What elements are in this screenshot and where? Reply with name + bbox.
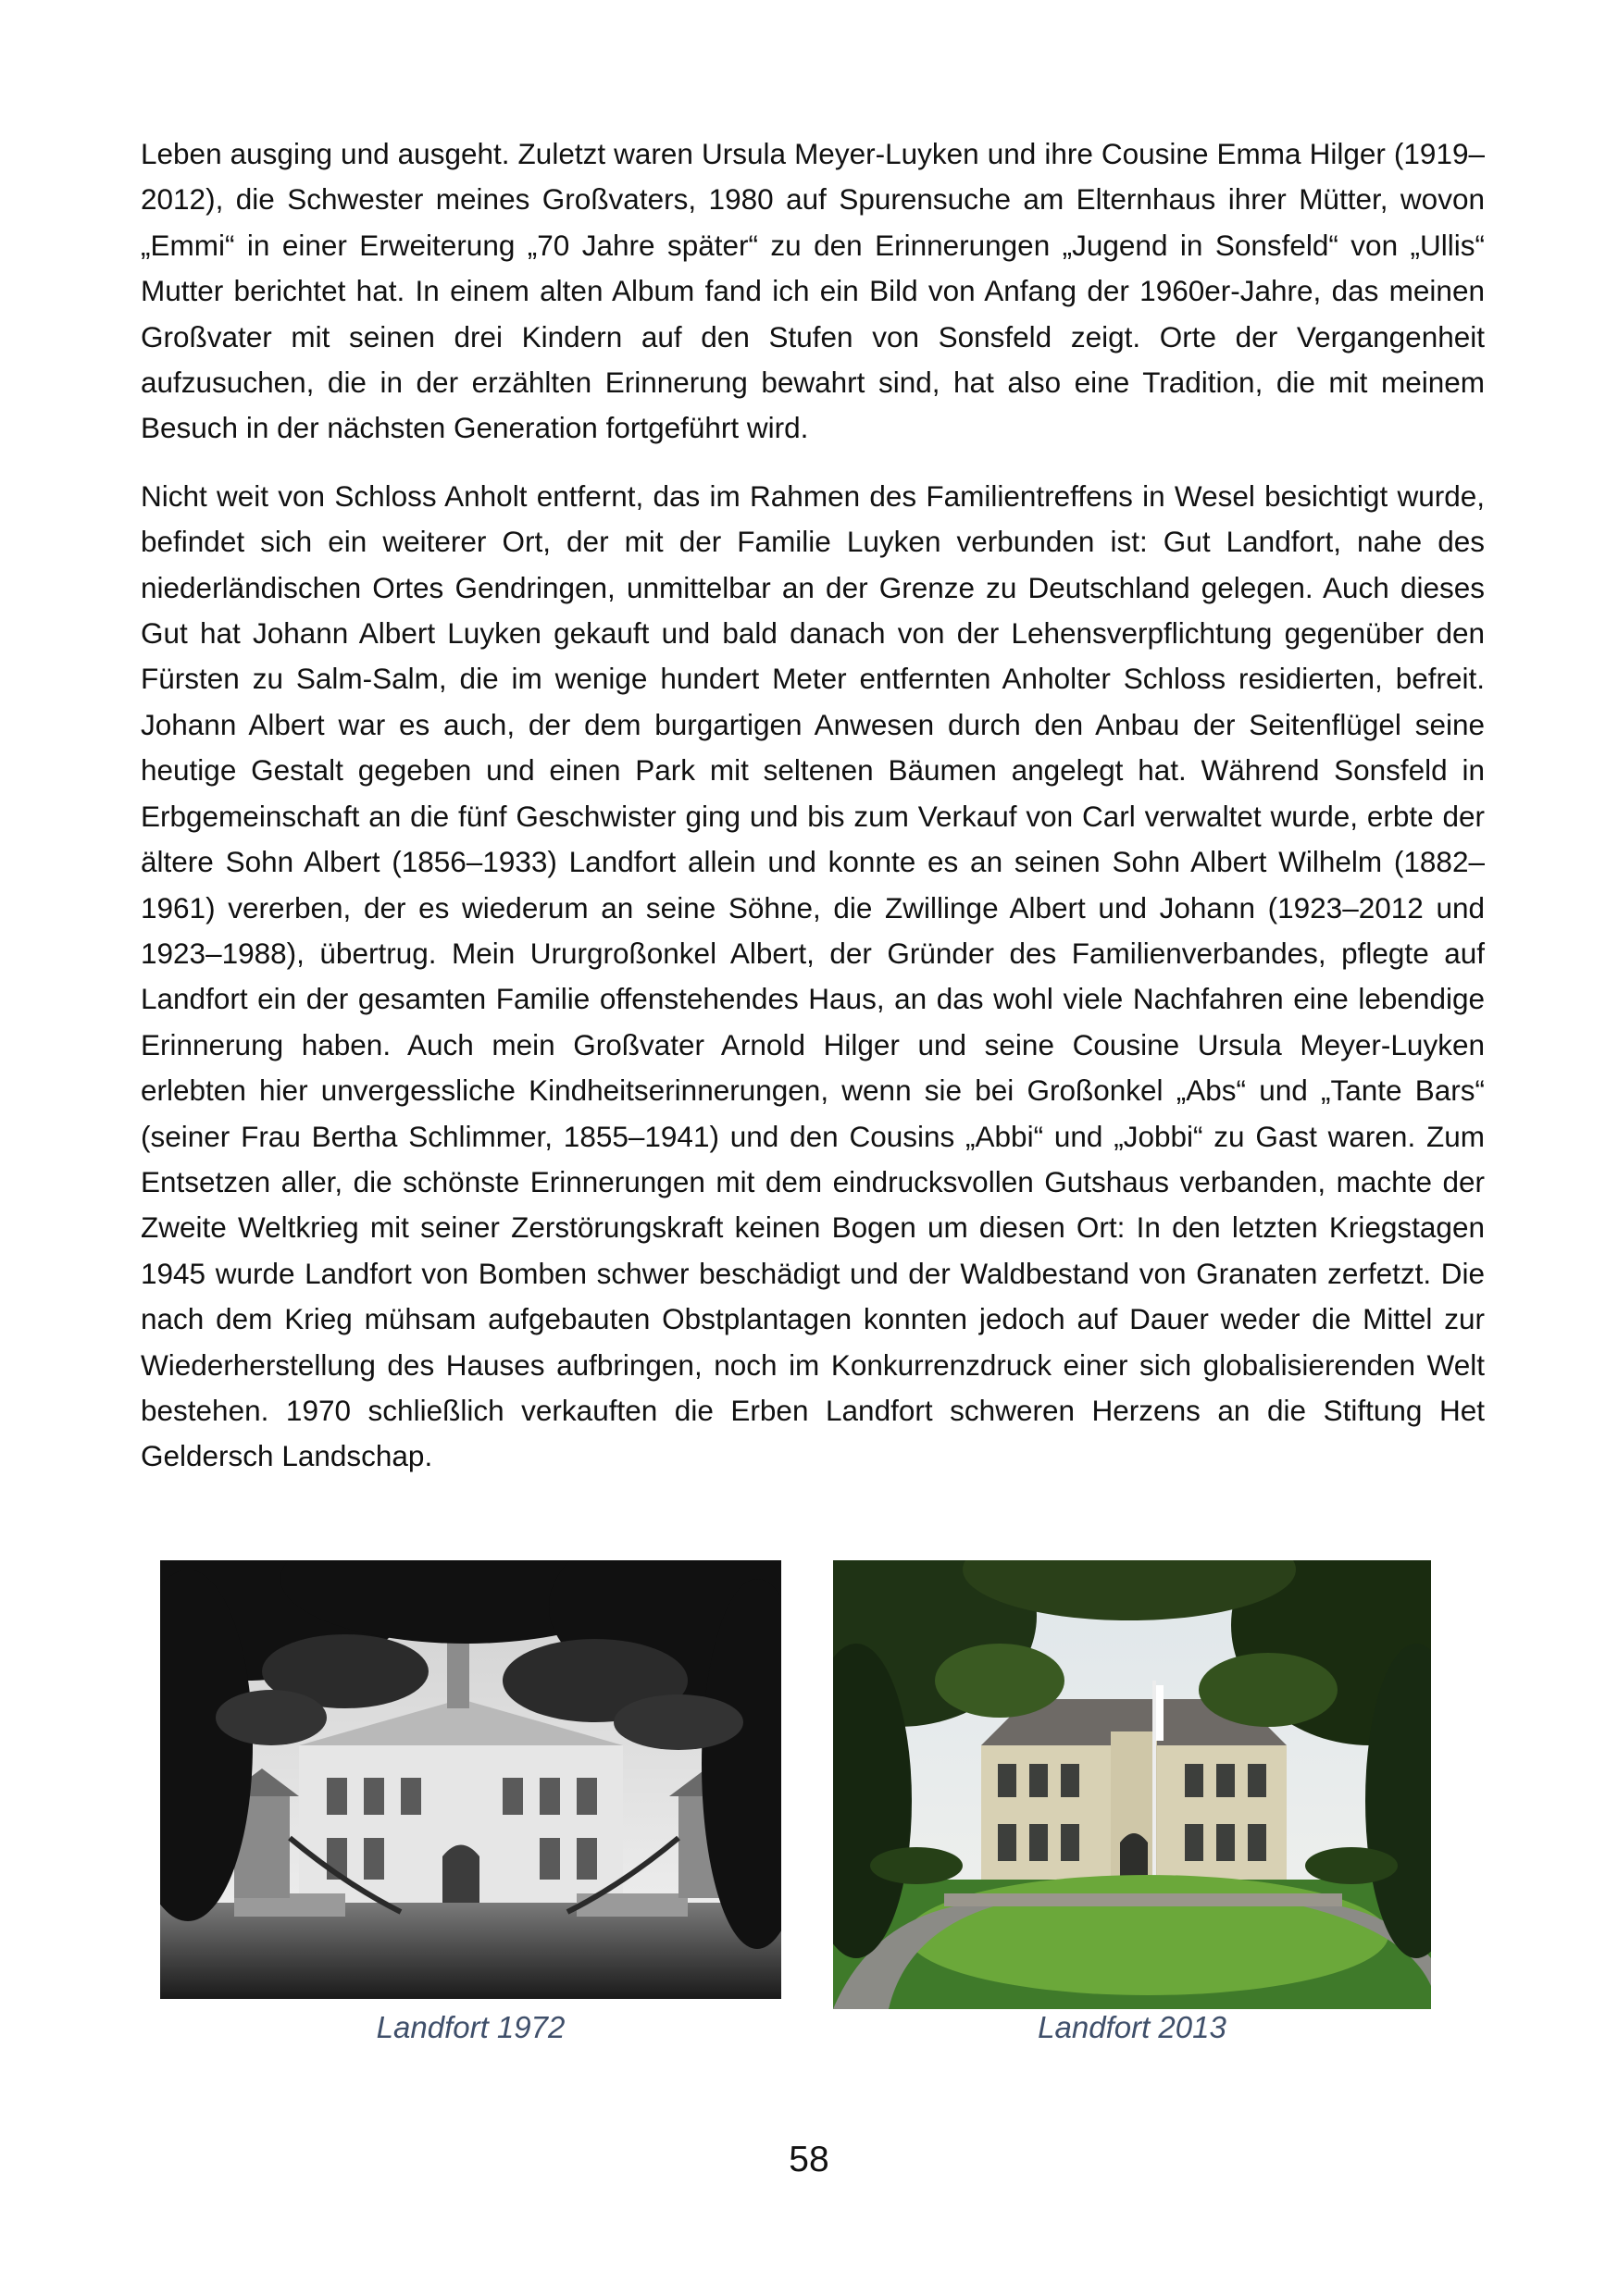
caption-landfort-1972: Landfort 1972 [376,2010,566,2044]
figure-landfort-1972 [160,1560,781,1999]
body-text [141,131,1485,1480]
photo-landfort-1972 [160,1560,781,1999]
paragraph-2: Nicht weit von Schloss Anholt entfernt, das im Rahmen des Familientreffens in Wesel besichtigt wurde, befindet sich ein weiterer Ort, der mit der Familie Luyken verbunden ist: Gut Landfort, nahe des niederländischen Ortes Gendringen, unmittelbar an der Grenze zu Deutschland gelegen. Auch dieses Gut hat Johann Albert Luyken gekauft und bald danach von der Lehensverpflichtung gegenüber den Fürsten zu Salm-Salm, die im wenige hundert Meter entfernten Anholter Schloss residierten, befreit. Johann Albert war es auch, der dem burgartigen Anwesen durch den Anbau der Seitenflügel seine heutige Gestalt gegeben und einen Park mit seltenen Bäumen angelegt hat. Während Sonsfeld in Erbgemeinschaft an die fünf Geschwister ging und bis zum Verkauf von Carl verwaltet wurde, erbte der ältere Sohn Albert (1856–1933) Landfort allein und konnte es an seinen Sohn Albert Wilhelm (1882–1961) vererben, der es wiederum an seine Söhne, die Zwillinge Albert und Johann (1923–2012 und 1923–1988), übertrug. Mein Ururgroßonkel Albert, der Gründer des Familienverbandes, pflegte auf Landfort ein der gesamten Familie offenstehendes Haus, an das wohl viele Nachfahren eine lebendige Erinnerung haben. Auch mein Großvater Arnold Hilger und seine Cousine Ursula Meyer-Luyken erlebten hier unvergessliche Kindheitserinnerungen, wenn sie bei Großonkel „Abs“ und „Tante Bars“ (seiner Frau Bertha Schlimmer, 1855–1941) und den Cousins „Abbi“ und „Jobbi“ zu Gast waren. Zum Entsetzen aller, die schönste Erinnerungen mit dem eindrucksvollen Gutshaus verbanden, machte der Zweite Weltkrieg mit seiner Zerstörungskraft keinen Bogen um diesen Ort: In den letzten Kriegstagen 1945 wurde Landfort von Bomben schwer beschädigt und der Waldbestand von Granaten zerfetzt. Die nach dem Krieg mühsam aufgebauten Obstplantagen konnten jedoch auf Dauer weder die Mittel zur Wiederherstellung des Hauses aufbringen, noch im Konkurrenzdruck einer sich globalisierenden Welt bestehen. 1970 schließlich verkauften die Erben Landfort schweren Herzens an die Stiftung Het Geldersch Landschap. [141,478,1485,1473]
figure-landfort-2013 [833,1560,1431,2009]
caption-landfort-2013: Landfort 2013 [1038,2010,1226,2044]
building-2013 [981,1699,1287,1884]
page-number: 58 [789,2140,829,2179]
lawn-and-driveway [833,1875,1431,2009]
photo-landfort-2013 [833,1560,1431,2009]
paragraph-1: Leben ausging und ausgeht. Zuletzt waren Ursula Meyer-Luyken und ihre Cousine Emma Hilger (1919–2012), die Schwester meines Großvaters, 1980 auf Spurensuche am Elternhaus ihrer Mütter, wovon „Emmi“ in einer Erweiterung „70 Jahre später“ zu den Erinnerungen „Jugend in Sonsfeld“ von „Ullis“ Mutter berichtet hat. In einem alten Album fand ich ein Bild von Anfang der 1960er-Jahre, das meinen Großvater mit seinen drei Kindern auf den Stufen von Sonsfeld zeigt. Orte der Vergangenheit aufzusuchen, die in der erzählten Erinnerung bewahrt sind, hat also eine Tradition, die mit meinem Besuch in der nächsten Generation fortgeführt wird. [141,137,1485,445]
